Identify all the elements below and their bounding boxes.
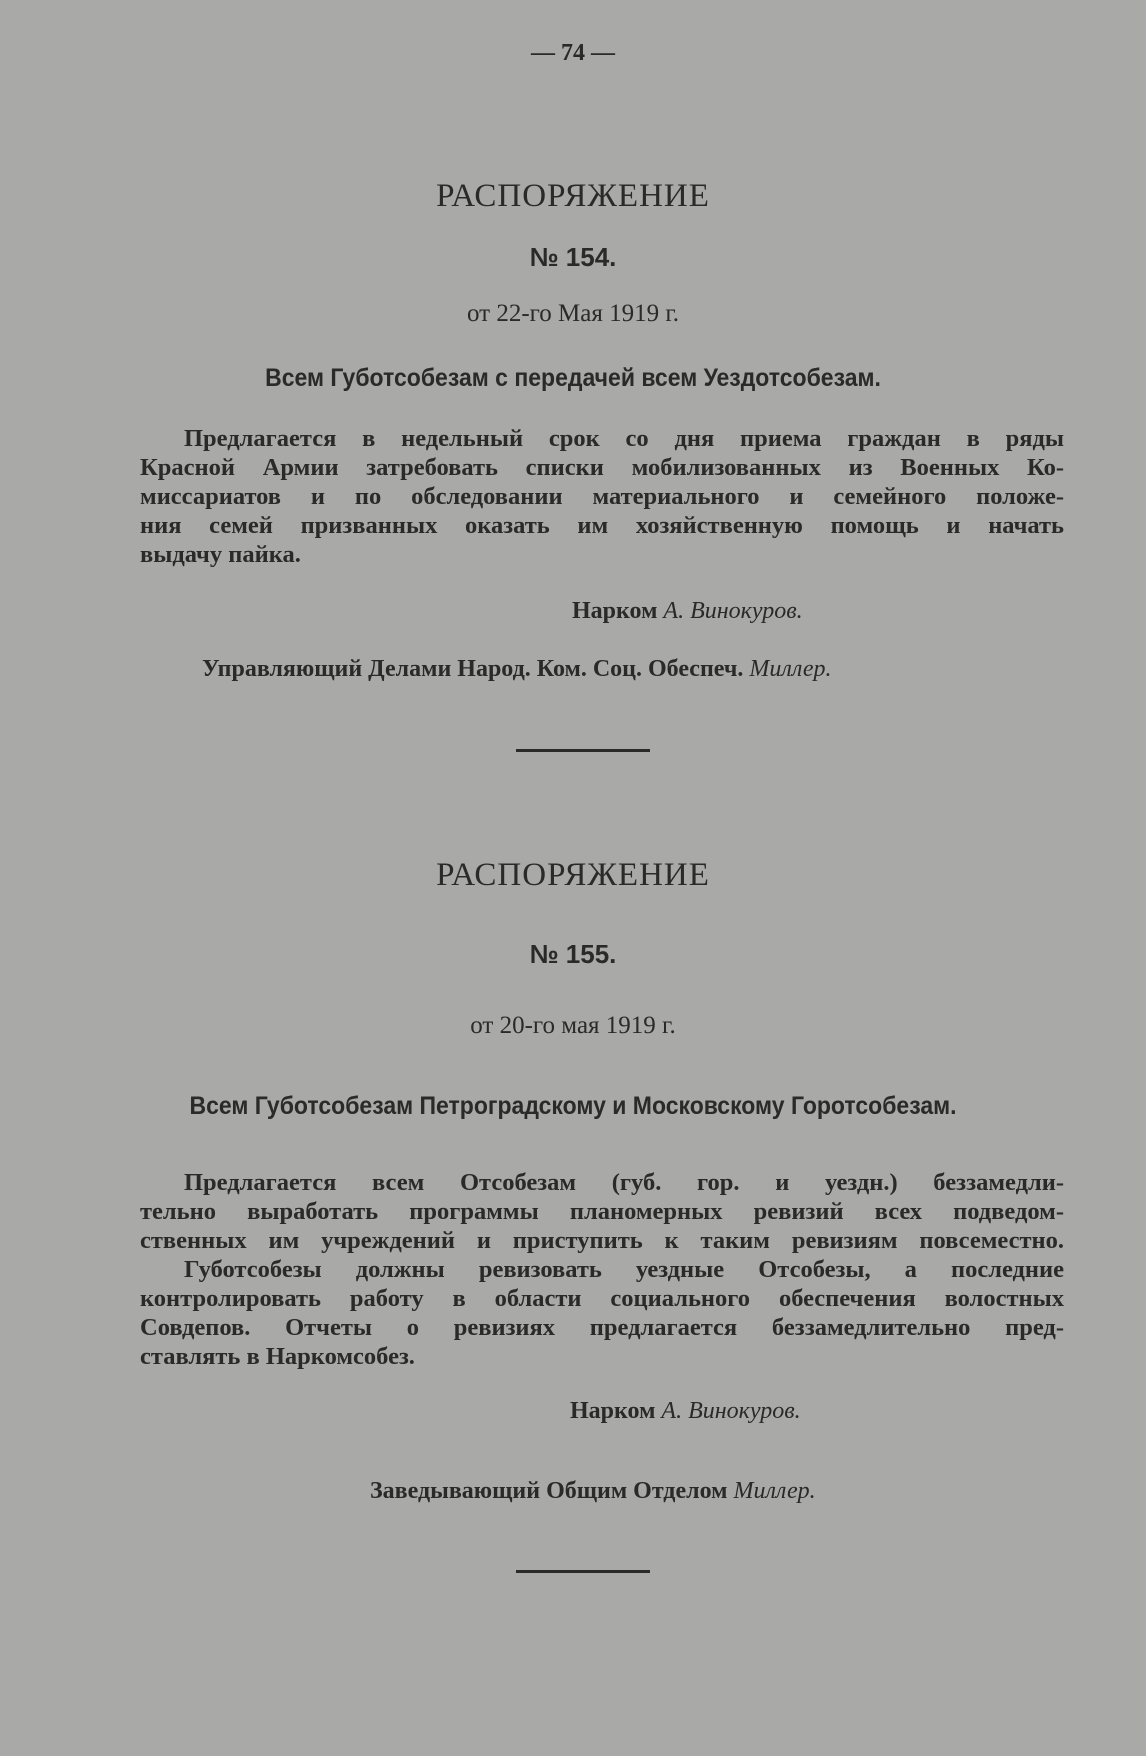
body-line: Красной Армии затребовать списки мобилизованных из Военных Ко-: [140, 454, 1064, 481]
body-line: Предлагается всем Отсобезам (губ. гор. и уездн.) беззамедли-: [184, 1169, 1064, 1196]
signatory-role: Нарком: [570, 1398, 656, 1424]
signatory-role: Нарком: [572, 598, 658, 624]
order-155-number: № 155.: [529, 939, 617, 969]
order-155-date: от 20-го мая 1919 г.: [470, 1012, 676, 1039]
signatory-name: А. Винокуров.: [661, 1398, 801, 1424]
order-154-date: от 22-го Мая 1919 г.: [466, 300, 680, 327]
order-155-signature-2: [370, 1478, 816, 1505]
order-154-number: № 154.: [529, 242, 617, 272]
order-154-signature-1: [572, 598, 803, 625]
order-154-title: РАСПОРЯЖЕНИЕ: [436, 178, 710, 214]
body-line: Предлагается в недельный срок со дня приема граждан в ряды: [184, 425, 1064, 452]
body-line: ставлять в Наркомсобез.: [140, 1343, 415, 1370]
section-divider: [516, 1570, 650, 1573]
body-line: ния семей призванных оказать им хозяйственную помощь и начать: [140, 512, 1064, 539]
body-line: выдачу пайка.: [140, 541, 301, 568]
body-line: Губотсобезы должны ревизовать уездные Отсобезы, а последние: [184, 1256, 1064, 1283]
page-number: — 74 —: [531, 40, 615, 66]
body-line: контролировать работу в области социального обеспечения волостных: [140, 1285, 1064, 1312]
body-line: тельно выработать программы планомерных ревизий всех подведом-: [140, 1198, 1064, 1225]
order-154-signature-2: [202, 656, 832, 683]
order-155-body: [140, 1168, 1064, 1371]
order-155-heading: Всем Губотсобезам Петроградскому и Московскому Горотсобезам.: [189, 1092, 957, 1120]
signatory-name: Миллер.: [749, 656, 832, 682]
signatory-role: Управляющий Делами Народ. Ком. Соц. Обеспеч.: [202, 656, 744, 682]
signatory-role: Заведывающий Общим Отделом: [370, 1478, 728, 1504]
order-154-body: [140, 424, 1064, 569]
body-line: миссариатов и по обследовании материального и семейного положе-: [140, 483, 1064, 510]
section-divider: [516, 749, 650, 752]
order-155-signature-1: [570, 1398, 801, 1425]
body-line: ственных им учреждений и приступить к таким ревизиям повсеместно.: [140, 1227, 1064, 1254]
order-155-title: РАСПОРЯЖЕНИЕ: [436, 857, 710, 893]
signatory-name: А. Винокуров.: [663, 598, 803, 624]
body-line: Совдепов. Отчеты о ревизиях предлагается беззамедлительно пред-: [140, 1314, 1064, 1341]
order-154-heading: Всем Губотсобезам с передачей всем Уездотсобезам.: [265, 364, 881, 392]
signatory-name: Миллер.: [733, 1478, 816, 1504]
